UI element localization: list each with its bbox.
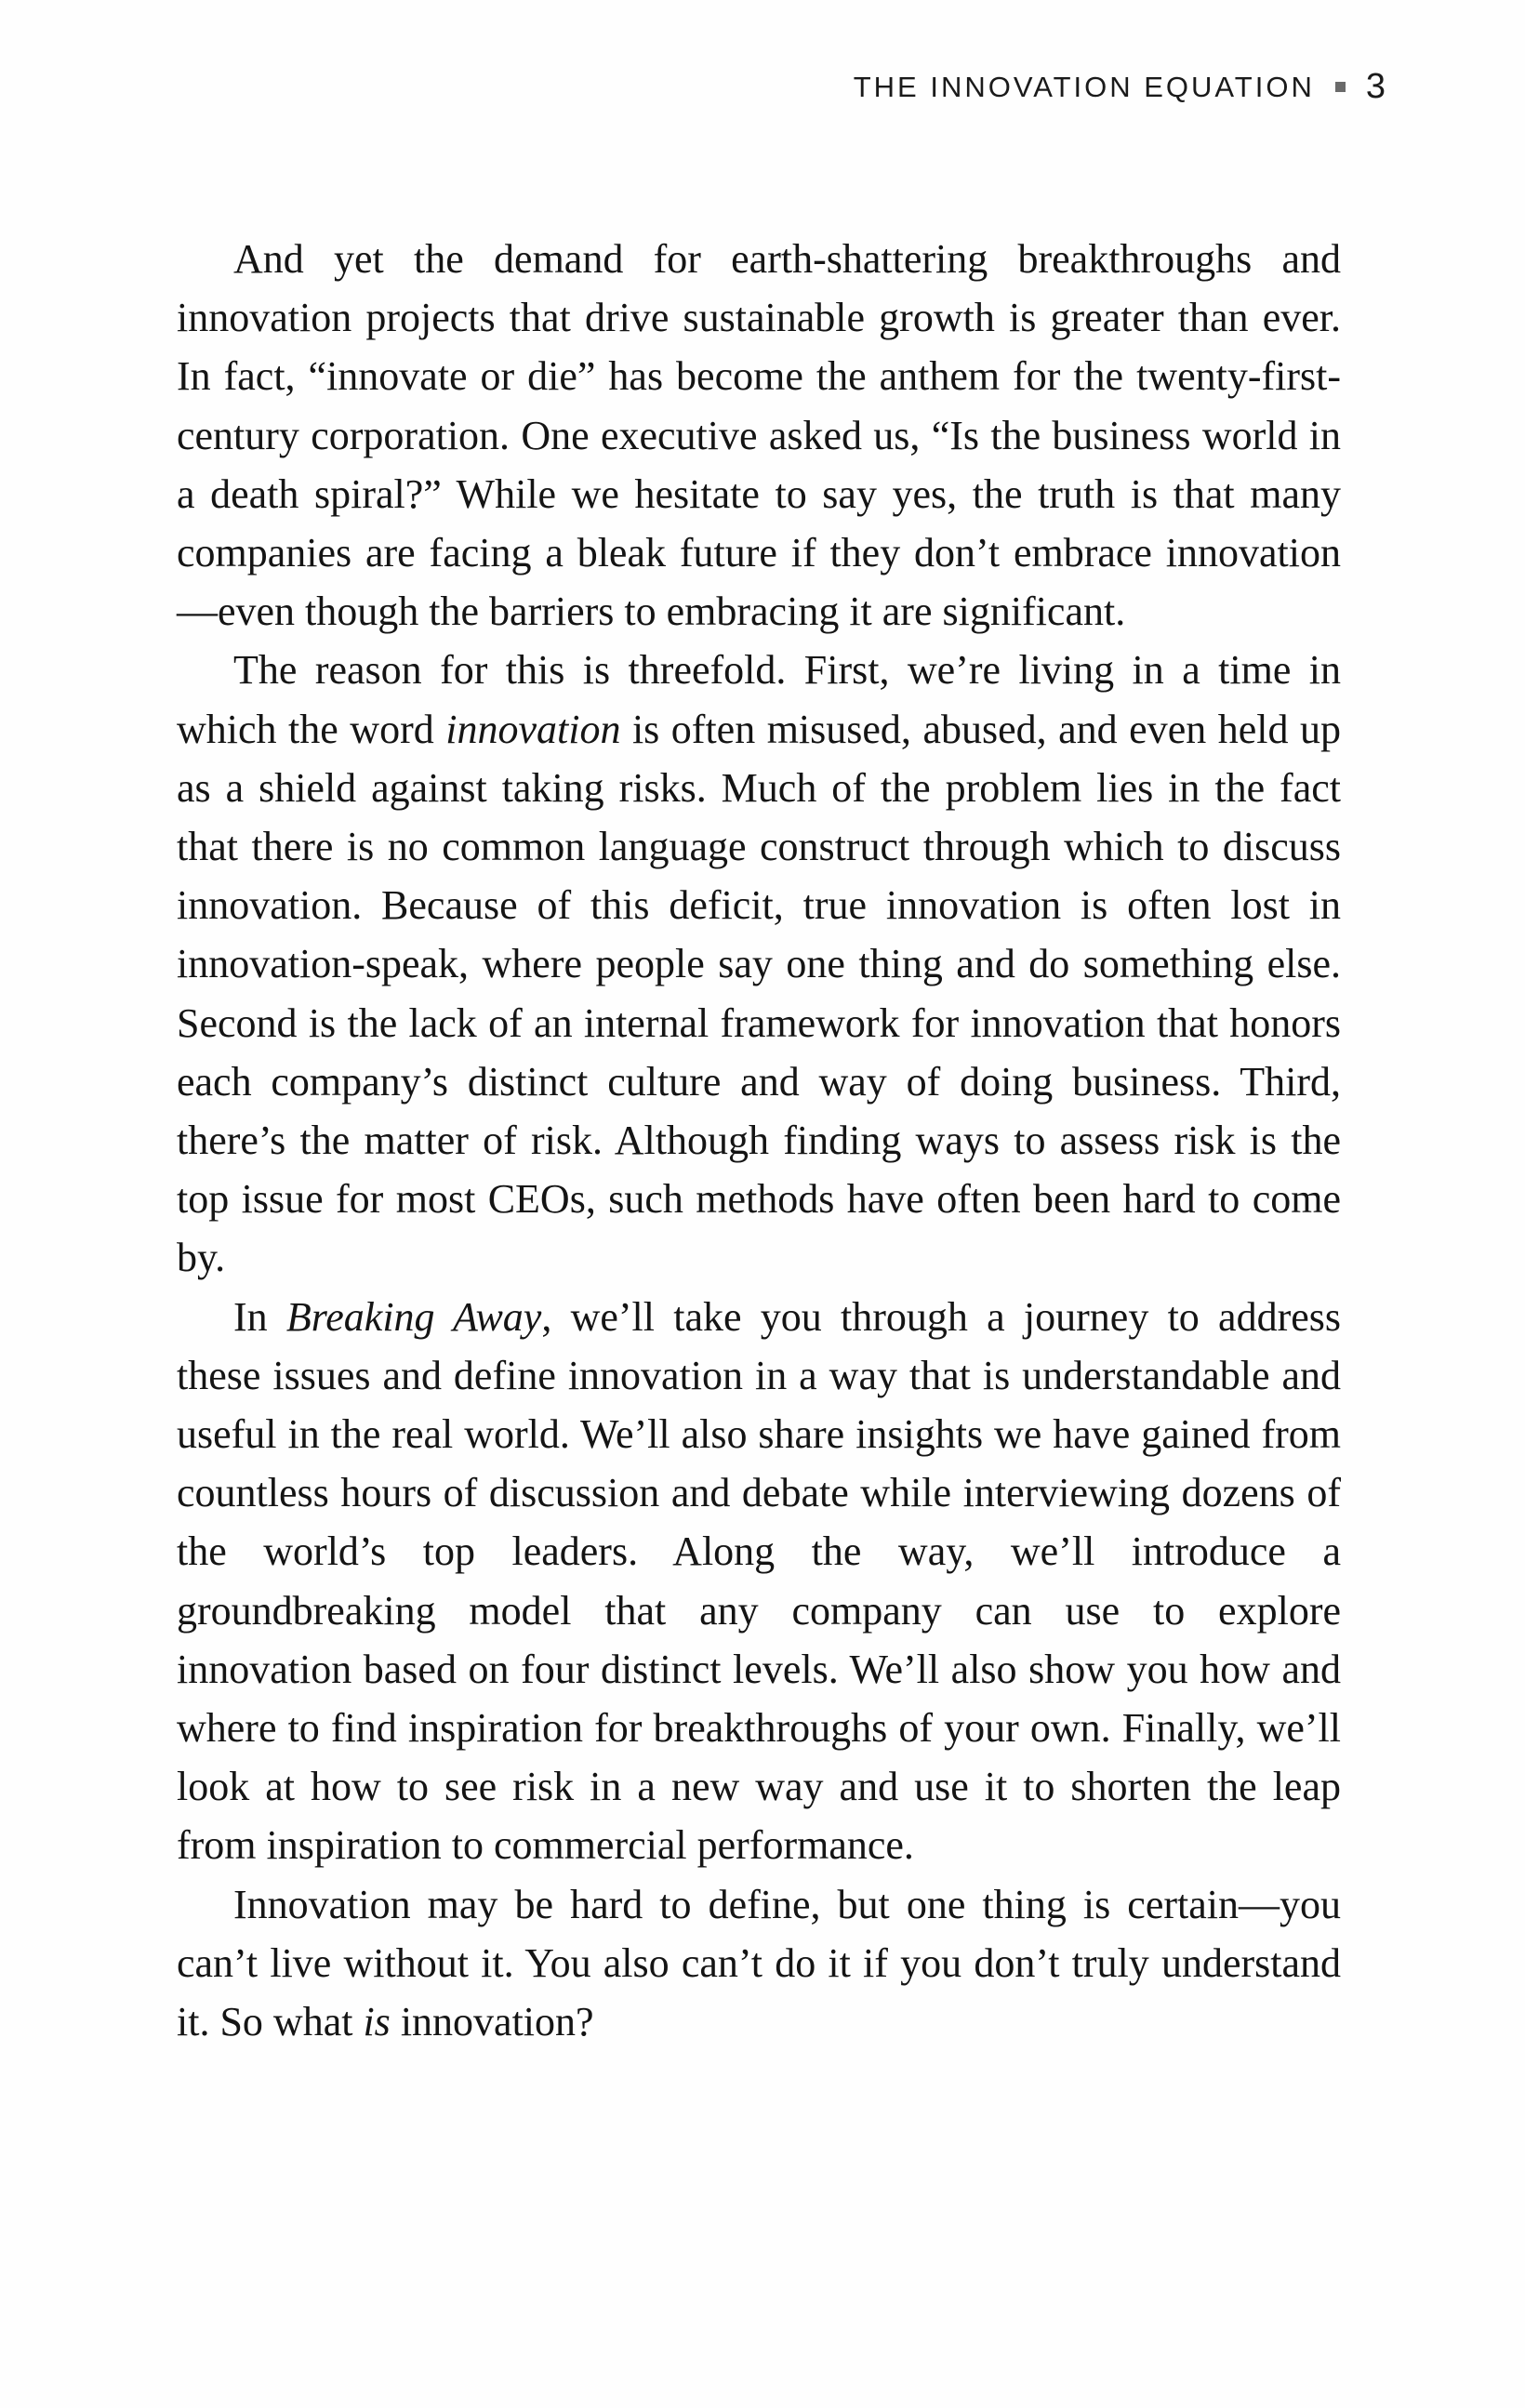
running-head	[854, 67, 1386, 107]
square-bullet-icon	[1335, 82, 1346, 92]
body-text	[177, 230, 1341, 2051]
text-segment: The reason for this is threefold. First, we’re living in a time in which the word	[177, 647, 1341, 752]
paragraph	[177, 1288, 1341, 1875]
italic-term: innovation	[445, 706, 621, 752]
paragraph	[177, 1875, 1341, 2052]
italic-emphasis: is	[363, 1999, 391, 2045]
paragraph	[177, 230, 1341, 641]
text-segment: , we’ll take you through a journey to address these issues and define innovation in a way that is understandable and useful in the real world. We’ll also share insights we have gained from countless hours of discussion and debate while interviewing dozens of the world’s top leaders. Along the way, we’ll introduce a groundbreaking model that any company can use to explore innovation based on four distinct levels. We’ll also show you how and where to find inspiration for breakthroughs of your own. Finally, we’ll look at how to see risk in a new way and use it to shorten the leap from inspiration to commercial performance.	[177, 1293, 1342, 1869]
text-segment: is often misused, abused, and even held up as a shield against taking risks. Much of the problem lies in the fact that there is no common language construct through which to discuss innovation. Because of this deficit, true innovation is often lost in innovation-speak, where people say one thing and do something else. Second is the lack of an internal framework for innovation that honors each company’s distinct culture and way of doing business. Third, there’s the matter of risk. Although finding ways to assess risk is the top issue for most CEOs, such methods have often been hard to come by.	[177, 706, 1341, 1281]
text-segment: Innovation may be hard to define, but one thing is certain—you can’t live without it. You also can’t do it if you don’t truly understand it. So what	[177, 1881, 1341, 2045]
page-number: 3	[1365, 67, 1386, 106]
book-title: Breaking Away	[285, 1293, 542, 1340]
text-segment: And yet the demand for earth-shattering breakthroughs and innovation projects that drive sustainable growth is greater than ever. In fact, “innovate or die” has become the anthem for the twenty-first-century corporation. One executive asked us, “Is the business world in a death spiral?” While we hesitate to say yes, the truth is that many companies are facing a bleak future if they don’t embrace innovation—even though the barriers to embracing it are significant.	[177, 236, 1341, 635]
running-title: THE INNOVATION EQUATION	[853, 70, 1315, 103]
text-segment: innovation?	[390, 1999, 594, 2045]
paragraph	[177, 641, 1341, 1287]
text-segment: In	[233, 1293, 286, 1340]
